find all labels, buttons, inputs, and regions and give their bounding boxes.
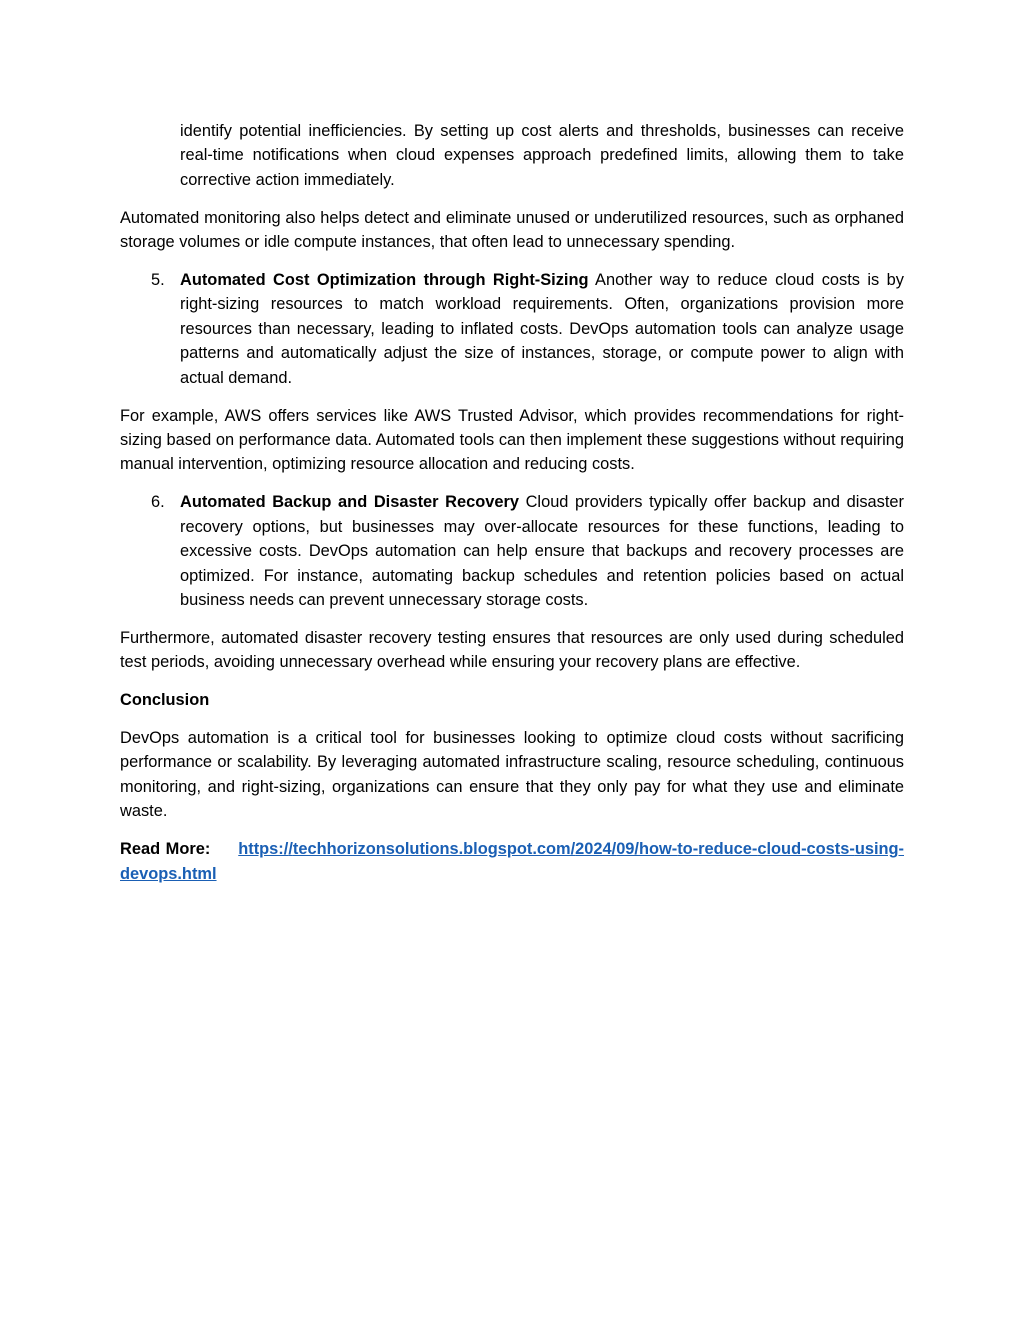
- list-item-title: Automated Backup and Disaster Recovery: [180, 493, 519, 512]
- continued-list-paragraph: identify potential inefficiencies. By setting up cost alerts and thresholds, businesses can receive real-time notifications when cloud expenses approach predefined limits, allowing them to take corrective action immediately.: [180, 122, 904, 189]
- list-item-backup: [151, 490, 904, 612]
- list-number: 5.: [151, 271, 165, 290]
- list-number: 6.: [151, 493, 165, 512]
- conclusion-heading: Conclusion: [120, 691, 210, 710]
- read-more-label: Read More:: [120, 840, 211, 859]
- list-item-right-sizing: [151, 268, 904, 390]
- document-page: [120, 119, 904, 886]
- aws-example-paragraph: For example, AWS offers services like AWS Trusted Advisor, which provides recommendations for right-sizing based on performance data. Automated tools can then implement these suggestions without requiring manual intervention, optimizing resource allocation and reducing costs.: [120, 406, 904, 474]
- list-item-title: Automated Cost Optimization through Right-Sizing: [180, 271, 589, 290]
- monitoring-paragraph: Automated monitoring also helps detect and eliminate unused or underutilized resources, such as orphaned storage volumes or idle compute instances, that often lead to unnecessary spending.: [120, 208, 904, 252]
- read-more-link[interactable]: https://techhorizonsolutions.blogspot.com/2024/09/how-to-reduce-cloud-costs-using-devops.html: [120, 840, 904, 883]
- disaster-recovery-paragraph: Furthermore, automated disaster recovery testing ensures that resources are only used during scheduled test periods, avoiding unnecessary overhead while ensuring your recovery plans are effective.: [120, 628, 904, 672]
- read-more-line: [120, 837, 904, 886]
- list-item-text: Another way to reduce cloud costs is by right-sizing resources to match workload requirements. Often, organizations provision more resources than necessary, leading to inflated costs. DevOps automation tools can analyze usage patterns and automatically adjust the size of instances, storage, or compute power to align with actual demand.: [180, 271, 904, 387]
- conclusion-paragraph: DevOps automation is a critical tool for businesses looking to optimize cloud costs without sacrificing performance or scalability. By leveraging automated infrastructure scaling, resource scheduling, continuous monitoring, and right-sizing, organizations can ensure that they only pay for what they use and eliminate waste.: [120, 729, 904, 821]
- list-item-text: Cloud providers typically offer backup and disaster recovery options, but businesses may over-allocate resources for these functions, leading to excessive costs. DevOps automation can help ensure that backups and recovery processes are optimized. For instance, automating backup schedules and retention policies based on actual business needs can prevent unnecessary storage costs.: [180, 493, 904, 609]
